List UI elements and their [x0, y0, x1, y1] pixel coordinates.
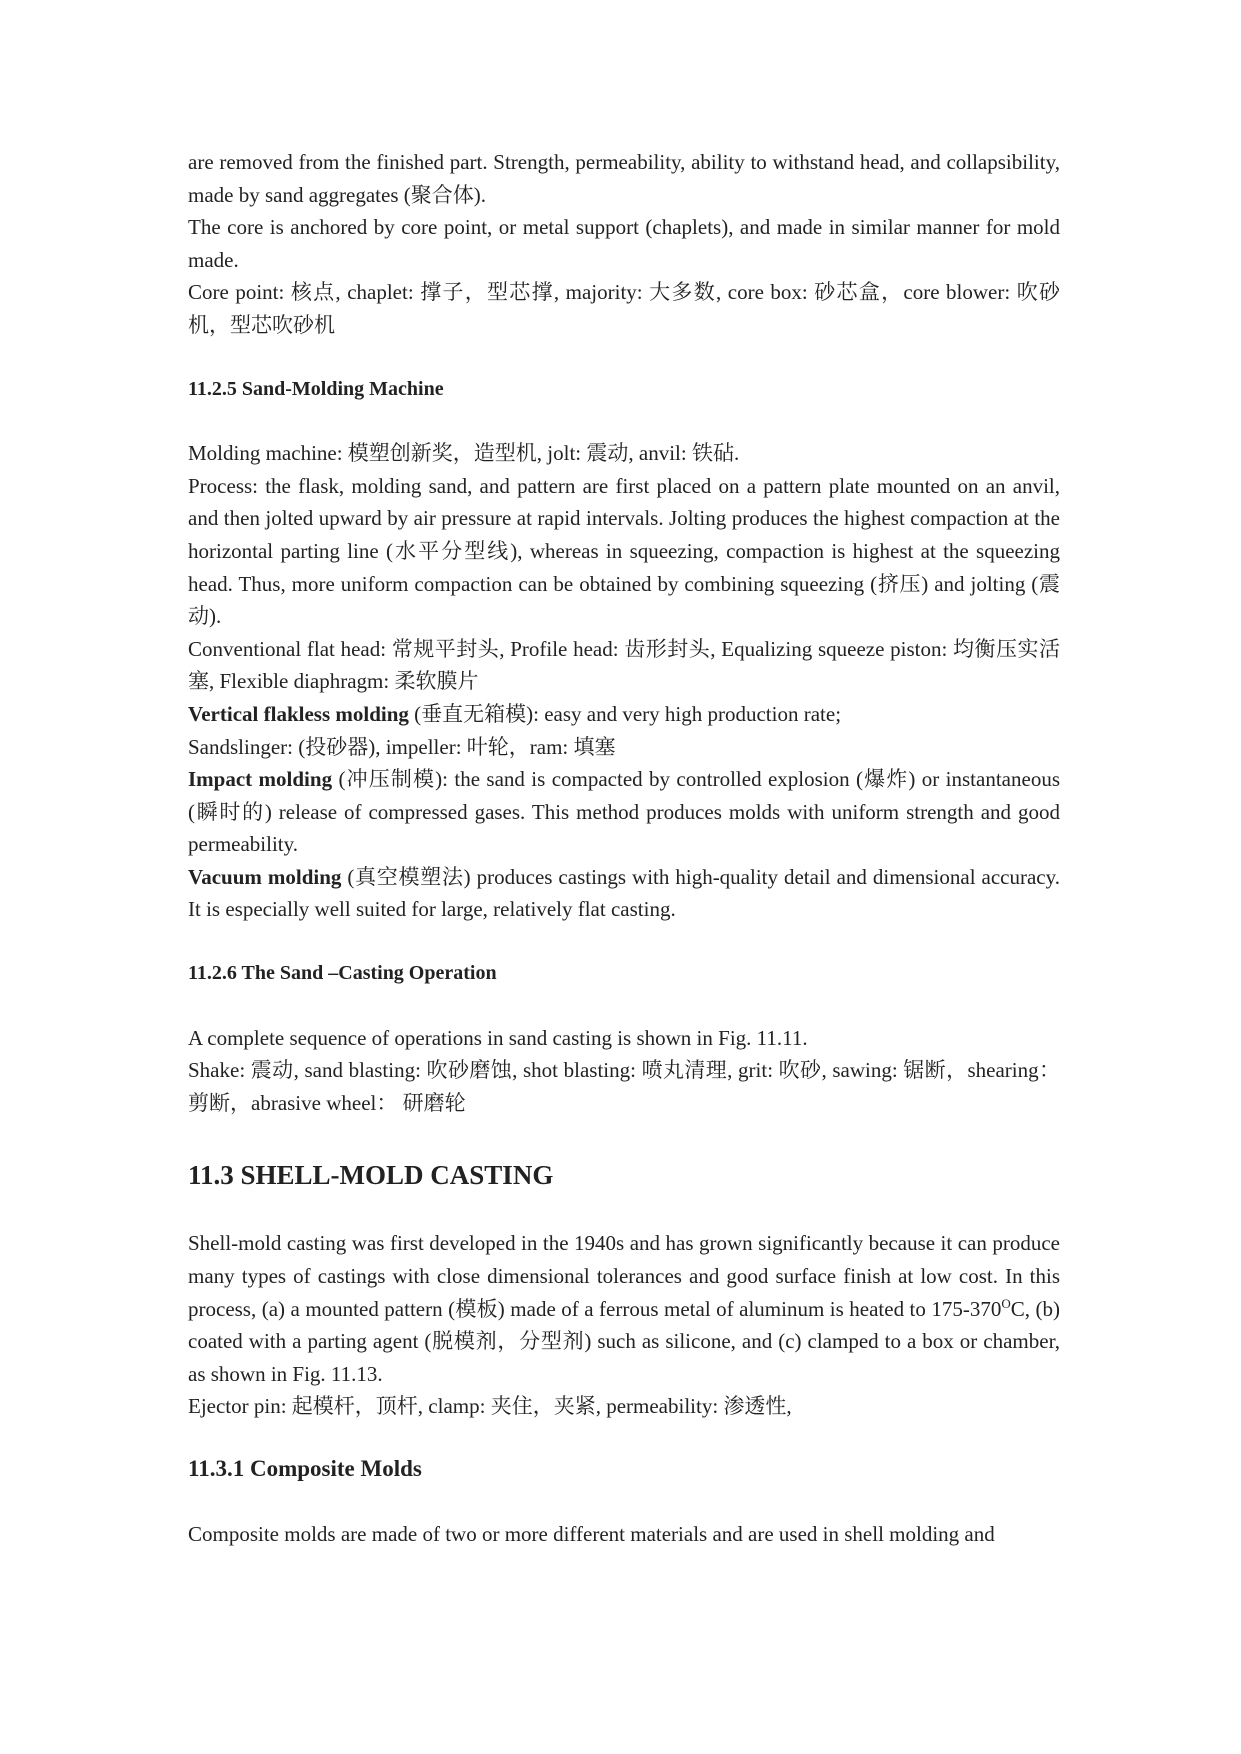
- vacuum-molding-paragraph: [188, 861, 1060, 926]
- vertical-flakless-term: Vertical flakless molding: [188, 701, 409, 726]
- molding-machine-terms: Molding machine: 模塑创新奖，造型机, jolt: 震动, anvil: 铁砧.: [188, 441, 740, 466]
- section-heading-11-2-5: 11.2.5 Sand-Molding Machine: [188, 377, 444, 400]
- intro-paragraph-1: are removed from the finished part. Strength, permeability, ability to withstand head, and collapsibility, made by sand aggregates (聚合体).: [188, 150, 1060, 207]
- impact-molding-paragraph: [188, 763, 1060, 861]
- process-paragraph: Process: the flask, molding sand, and pattern are first placed on a pattern plate mounted on an anvil, and then jolted upward by air pressure at rapid intervals. Jolting produces the highest compaction at the horizontal parting line (水平分型线), whereas in squeezing, compaction is highest at the squeezing head. Thus, more uniform compaction can be obtained by combining squeezing (挤压) and jolting (震动).: [188, 473, 1060, 629]
- head-terms-paragraph: Conventional flat head: 常规平封头, Profile head: 齿形封头, Equalizing squeeze piston: 均衡压实活塞, Flexible diaphragm: 柔软膜片: [188, 636, 1060, 694]
- shell-mold-text-a: Shell-mold casting was first developed in the 1940s and has grown significantly because it can produce many types of castings with close dimensional tolerances and good surface finish at low cost. In this process, (a) a mounted pattern (模板) made of a ferrous metal of aluminum is heated to 175-370: [188, 1231, 1060, 1321]
- document-page: [188, 146, 1060, 1551]
- vacuum-molding-term: Vacuum molding: [188, 864, 342, 889]
- shake-terms-paragraph: Shake: 震动, sand blasting: 吹砂磨蚀, shot blasting: 喷丸清理, grit: 吹砂, sawing: 锯断，shearing：剪断，abrasive wheel： 研磨轮: [188, 1058, 1060, 1115]
- composite-molds-paragraph: Composite molds are made of two or more different materials and are used in shell molding and: [188, 1522, 995, 1546]
- sand-casting-sequence: A complete sequence of operations in sand casting is shown in Fig. 11.11.: [188, 1025, 808, 1050]
- intro-paragraph-3: Core point: 核点, chaplet: 撑子，型芯撑, majority: 大多数, core box: 砂芯盒，core blower: 吹砂机，型芯吹砂机: [188, 280, 1060, 337]
- vertical-flakless-paragraph: [188, 698, 1060, 731]
- sandslinger-terms: Sandslinger: (投砂器), impeller: 叶轮，ram: 填塞: [188, 734, 616, 759]
- ejector-pin-terms: Ejector pin: 起模杆，顶杆, clamp: 夹住，夹紧, permeability: 渗透性,: [188, 1394, 792, 1419]
- section-heading-11-2-6: 11.2.6 The Sand –Casting Operation: [188, 962, 497, 985]
- vacuum-molding-text: (真空模塑法) produces castings with high-quality detail and dimensional accuracy. It is especially well suited for large, relatively flat casting.: [188, 864, 1060, 922]
- shell-mold-text-b: C, (b) coated with a parting agent (脱模剂，分型剂) such as silicone, and (c) clamped to a box or chamber, as shown in Fig. 11.13.: [188, 1296, 1060, 1386]
- shell-mold-paragraph: [188, 1227, 1060, 1390]
- intro-paragraph-2: The core is anchored by core point, or metal support (chaplets), and made in similar manner for mold made.: [188, 215, 1060, 272]
- impact-molding-text: (冲压制模): the sand is compacted by controlled explosion (爆炸) or instantaneous (瞬时的) release of compressed gases. This method produces molds with uniform strength and good permeability.: [188, 767, 1060, 857]
- impact-molding-term: Impact molding: [188, 767, 333, 792]
- section-heading-11-3: 11.3 SHELL-MOLD CASTING: [188, 1160, 554, 1191]
- vertical-flakless-text: (垂直无箱模): easy and very high production rate;: [408, 701, 842, 726]
- degree-superscript: O: [1001, 1295, 1011, 1311]
- section-heading-11-3-1: 11.3.1 Composite Molds: [188, 1456, 422, 1481]
